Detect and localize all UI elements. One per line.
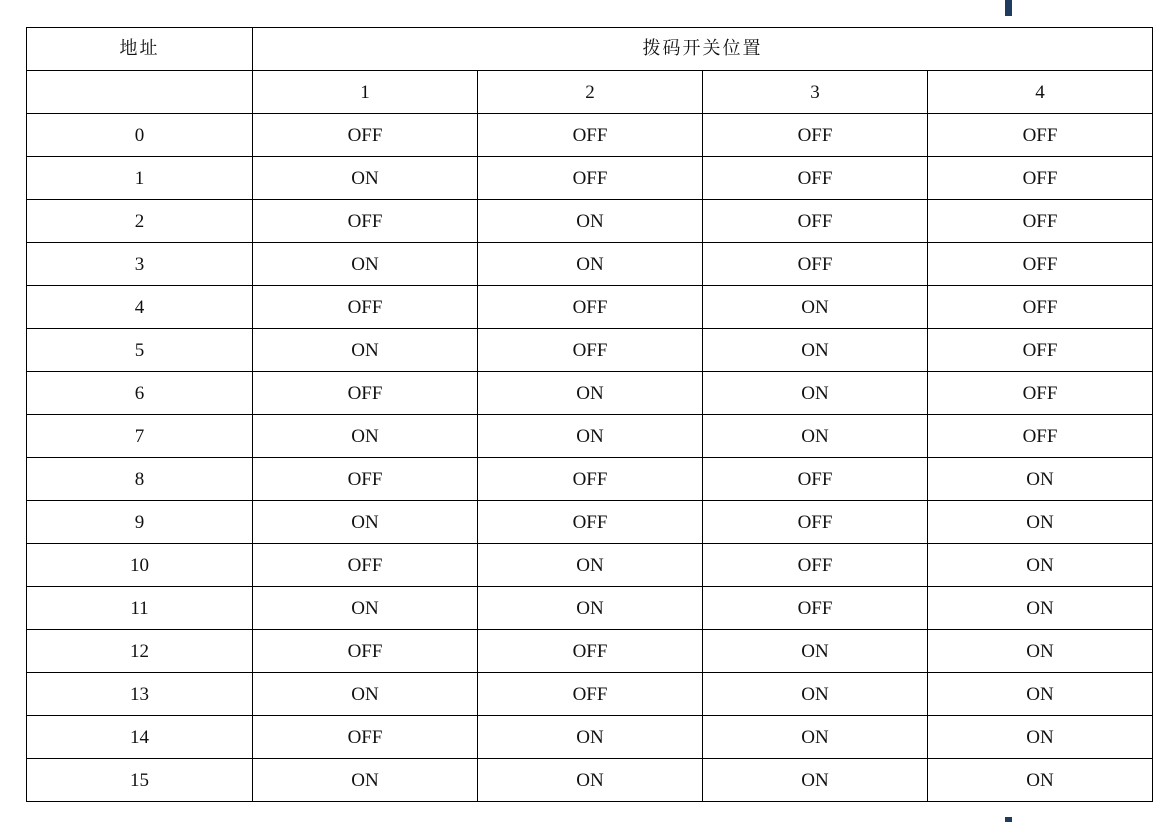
switch-state-cell: OFF (703, 501, 928, 544)
table-row (27, 458, 1153, 501)
switch-state-cell: ON (928, 630, 1153, 673)
address-cell: 8 (27, 458, 253, 501)
switch-state-cell: ON (703, 372, 928, 415)
switch-state-cell: OFF (253, 114, 478, 157)
table-row (27, 286, 1153, 329)
switch-state-cell: ON (703, 716, 928, 759)
switch-state-cell: OFF (478, 114, 703, 157)
switch-state-cell: OFF (703, 458, 928, 501)
switch-number-cell: 3 (703, 71, 928, 114)
table-row (27, 759, 1153, 802)
address-cell: 11 (27, 587, 253, 630)
switch-state-cell: OFF (478, 501, 703, 544)
switch-state-cell: ON (703, 329, 928, 372)
switch-state-cell: ON (478, 415, 703, 458)
table-row (27, 716, 1153, 759)
switch-state-cell: OFF (703, 114, 928, 157)
address-cell: 13 (27, 673, 253, 716)
switch-state-cell: ON (478, 759, 703, 802)
address-cell: 14 (27, 716, 253, 759)
table-row (27, 673, 1153, 716)
switch-state-cell: ON (703, 673, 928, 716)
page-edge-marker-bottom (1005, 817, 1012, 822)
switch-state-cell: OFF (253, 716, 478, 759)
switch-state-cell: ON (478, 200, 703, 243)
switch-state-cell: OFF (253, 458, 478, 501)
table-row (27, 157, 1153, 200)
switch-state-cell: ON (703, 286, 928, 329)
switch-state-cell: OFF (928, 286, 1153, 329)
address-cell: 10 (27, 544, 253, 587)
address-cell: 15 (27, 759, 253, 802)
switch-state-cell: OFF (928, 329, 1153, 372)
switch-state-cell: OFF (703, 544, 928, 587)
switch-state-cell: ON (928, 673, 1153, 716)
table-row (27, 329, 1153, 372)
switch-state-cell: OFF (478, 458, 703, 501)
table-row (27, 415, 1153, 458)
switch-state-cell: ON (928, 544, 1153, 587)
switch-number-cell: 4 (928, 71, 1153, 114)
switch-state-cell: ON (478, 716, 703, 759)
switch-number-row (27, 71, 1153, 114)
switch-state-cell: ON (253, 157, 478, 200)
switch-state-cell: OFF (478, 157, 703, 200)
address-cell: 2 (27, 200, 253, 243)
switch-state-cell: OFF (253, 372, 478, 415)
switch-state-cell: ON (253, 501, 478, 544)
address-cell: 5 (27, 329, 253, 372)
address-cell: 6 (27, 372, 253, 415)
switch-state-cell: ON (928, 759, 1153, 802)
switch-state-cell: ON (928, 587, 1153, 630)
address-cell: 3 (27, 243, 253, 286)
switch-number-cell: 1 (253, 71, 478, 114)
dip-switch-address-table (26, 27, 1153, 802)
switch-state-cell: OFF (253, 286, 478, 329)
switch-state-cell: ON (253, 673, 478, 716)
switch-state-cell: ON (703, 415, 928, 458)
address-cell: 0 (27, 114, 253, 157)
switch-state-cell: ON (703, 630, 928, 673)
switch-state-cell: ON (253, 329, 478, 372)
page-edge-marker-top (1005, 0, 1012, 16)
address-column-header: 地址 (27, 28, 253, 71)
switch-position-header: 拨码开关位置 (253, 28, 1153, 71)
switch-state-cell: OFF (928, 372, 1153, 415)
switch-state-cell: OFF (253, 544, 478, 587)
switch-state-cell: OFF (703, 243, 928, 286)
switch-state-cell: OFF (703, 587, 928, 630)
switch-state-cell: ON (478, 372, 703, 415)
table-header-row (27, 28, 1153, 71)
switch-state-cell: OFF (928, 200, 1153, 243)
switch-state-cell: ON (253, 415, 478, 458)
address-cell: 4 (27, 286, 253, 329)
switch-state-cell: ON (478, 544, 703, 587)
table-row (27, 544, 1153, 587)
table-row (27, 114, 1153, 157)
address-cell: 7 (27, 415, 253, 458)
switch-state-cell: OFF (928, 114, 1153, 157)
table-row (27, 200, 1153, 243)
switch-state-cell: OFF (928, 243, 1153, 286)
switch-number-cell: 2 (478, 71, 703, 114)
switch-state-cell: OFF (478, 673, 703, 716)
address-cell: 12 (27, 630, 253, 673)
switch-state-cell: ON (703, 759, 928, 802)
switch-state-cell: OFF (478, 630, 703, 673)
table-row (27, 587, 1153, 630)
switch-state-cell: OFF (703, 200, 928, 243)
table-row (27, 243, 1153, 286)
address-cell: 1 (27, 157, 253, 200)
switch-state-cell: OFF (478, 329, 703, 372)
switch-state-cell: OFF (703, 157, 928, 200)
switch-state-cell: OFF (253, 200, 478, 243)
switch-state-cell: ON (928, 501, 1153, 544)
table-row (27, 372, 1153, 415)
switch-state-cell: ON (253, 759, 478, 802)
switch-number-blank-cell (27, 71, 253, 114)
switch-state-cell: ON (928, 716, 1153, 759)
switch-state-cell: OFF (253, 630, 478, 673)
switch-state-cell: ON (478, 587, 703, 630)
switch-state-cell: ON (928, 458, 1153, 501)
switch-state-cell: ON (253, 587, 478, 630)
table-row (27, 630, 1153, 673)
switch-state-cell: ON (253, 243, 478, 286)
address-cell: 9 (27, 501, 253, 544)
switch-state-cell: OFF (478, 286, 703, 329)
switch-state-cell: OFF (928, 157, 1153, 200)
switch-state-cell: OFF (928, 415, 1153, 458)
switch-state-cell: ON (478, 243, 703, 286)
table-row (27, 501, 1153, 544)
